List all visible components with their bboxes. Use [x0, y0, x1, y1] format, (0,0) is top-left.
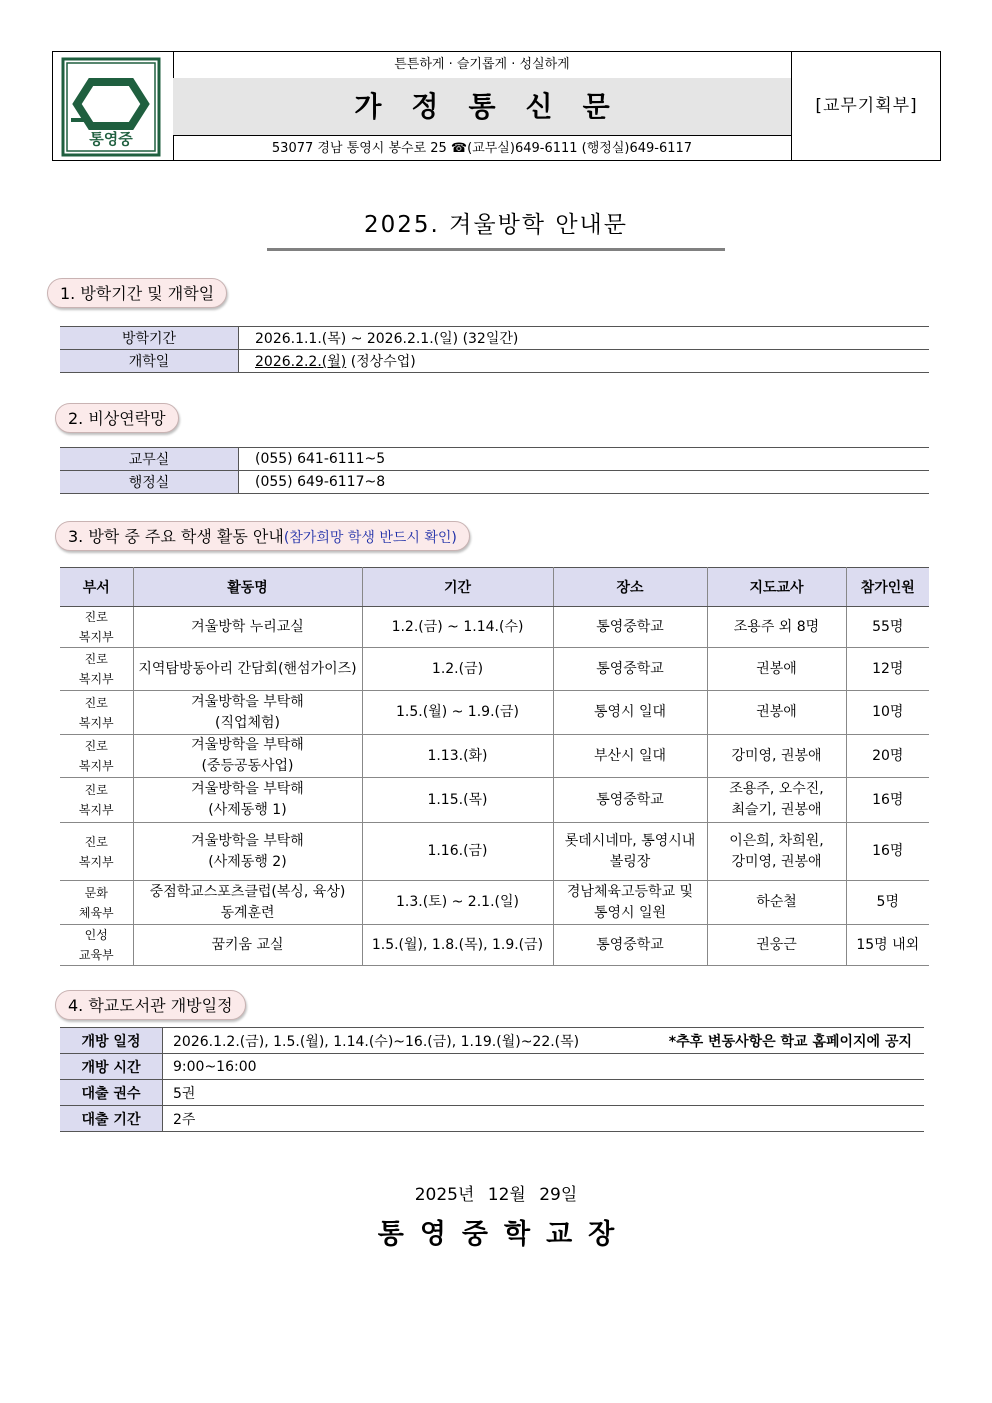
activity-period-cell: 1.5.(월) ~ 1.9.(금): [362, 691, 553, 735]
activity-period-cell: 1.2.(금) ~ 1.14.(수): [362, 607, 553, 648]
activity-dept-cell: [60, 607, 133, 648]
activity-row: [60, 778, 929, 823]
library-notice: *추후 변동사항은 학교 홈페이지에 공지: [668, 1033, 912, 1050]
cell-line: 인성: [84, 928, 108, 942]
table-row: [60, 1028, 924, 1054]
cell-line: 지역탐방동아리 간담회(핸섬가이즈): [138, 660, 357, 677]
row-value: 2026.1.1.(목) ~ 2026.2.1.(일) (32일간): [239, 327, 930, 350]
issue-date: 2025년 12월 29일: [414, 1185, 578, 1205]
activity-dept-cell: [60, 881, 133, 925]
cell-line: 진로: [84, 834, 108, 849]
activity-row: [60, 881, 929, 925]
school-start-date: 2026.2.2.(월): [255, 354, 347, 370]
cell-line: (사제동행 1): [208, 802, 287, 818]
row-value: 9:00~16:00: [163, 1054, 925, 1080]
activity-count-cell: 16명: [846, 778, 929, 823]
table-row: [60, 350, 929, 373]
row-label: 방학기간: [60, 327, 239, 350]
row-label: 대출 기간: [60, 1106, 163, 1132]
cell-line: 복지부: [78, 854, 114, 869]
cell-line: 겨울방학을 부탁해: [191, 781, 304, 797]
activity-row: [60, 691, 929, 735]
table-header-row: [60, 568, 929, 607]
table-row: [60, 1080, 924, 1106]
table-row: [60, 1054, 924, 1080]
cell-line: 체육부: [78, 905, 114, 920]
activity-row: [60, 607, 929, 648]
cell-line: (중등공동사업): [201, 758, 294, 774]
activity-row: [60, 925, 929, 966]
cell-line: 하순철: [756, 894, 797, 910]
cell-line: 복지부: [78, 715, 114, 730]
cell-line: 겨울방학을 부탁해: [191, 693, 304, 710]
cell-line: 교육부: [78, 948, 114, 962]
cell-line: 진로: [84, 739, 108, 753]
cell-line: 동계훈련: [220, 904, 275, 921]
activity-count-cell: 5명: [846, 881, 929, 925]
school-start-note: (정상수업): [346, 354, 416, 370]
table-row: [60, 327, 929, 350]
activity-row: [60, 823, 929, 881]
cell-line: 겨울방학을 부탁해: [191, 737, 304, 753]
row-label: 교무실: [60, 448, 239, 471]
cell-line: 진로: [84, 610, 108, 624]
activity-dept-cell: [60, 691, 133, 735]
cell-line: 권웅근: [756, 936, 797, 953]
activity-place-cell: [553, 607, 707, 648]
column-header: 기간: [362, 568, 553, 607]
vacation-period-table: [60, 326, 929, 373]
cell-line: 강미영, 권봉애: [731, 747, 822, 764]
activity-table: [60, 567, 929, 966]
cell-line: 복지부: [78, 803, 114, 817]
activity-dept-cell: [60, 648, 133, 691]
cell-line: 통영중학교: [596, 618, 664, 635]
cell-line: 통영시 일원: [593, 904, 667, 921]
activity-dept-cell: [60, 735, 133, 778]
activity-count-cell: 10명: [846, 691, 929, 735]
section-2-heading: 2. 비상연락망: [55, 403, 179, 433]
column-header: 부서: [60, 568, 133, 607]
cell-line: 부산시 일대: [593, 747, 667, 764]
row-value: (055) 641-6111~5: [239, 448, 930, 471]
department-label: [교무기획부]: [815, 96, 918, 116]
activity-period-cell: 1.3.(토) ~ 2.1.(일): [362, 881, 553, 925]
cell-line: 복지부: [78, 759, 114, 773]
activity-count-cell: 16명: [846, 823, 929, 881]
row-label: 대출 권수: [60, 1080, 163, 1106]
library-open-dates: 2026.1.2.(금), 1.5.(월), 1.14.(수)~16.(금), 1.19.(월)~22.(목): [173, 1033, 580, 1050]
school-logo: [53, 52, 173, 160]
row-label: 개방 시간: [60, 1054, 163, 1080]
activity-period-cell: 1.16.(금): [362, 823, 553, 881]
title-underline: [267, 248, 725, 251]
school-motto: 튼튼하게 · 슬기롭게 · 성실하게: [173, 52, 791, 79]
activity-teacher-cell: [707, 778, 846, 823]
activity-teacher-cell: [707, 823, 846, 881]
activity-name-cell: [133, 881, 362, 925]
activity-name-cell: [133, 691, 362, 735]
library-table: [60, 1027, 924, 1132]
cell-line: 이은희, 차희원,: [729, 832, 824, 849]
cell-line: 권봉애: [756, 660, 797, 677]
cell-line: 강미영, 권봉애: [731, 853, 822, 870]
section-3-heading: [55, 521, 470, 551]
cell-line: 경남체육고등학교 및: [566, 883, 694, 900]
logo-lettering: 통영중: [89, 130, 133, 148]
activity-place-cell: [553, 881, 707, 925]
row-value: 2주: [163, 1106, 925, 1132]
cell-line: 복지부: [78, 630, 114, 644]
row-value: 5권: [163, 1080, 925, 1106]
activity-count-cell: 20명: [846, 735, 929, 778]
cell-line: 권봉애: [756, 704, 797, 720]
row-value: (055) 649-6117~8: [239, 471, 930, 494]
activity-count-cell: 55명: [846, 607, 929, 648]
activity-row: [60, 735, 929, 778]
header-middle: [173, 52, 792, 160]
activity-teacher-cell: [707, 691, 846, 735]
table-row: [60, 448, 929, 471]
page-title: 2025. 겨울방학 안내문: [364, 212, 628, 238]
section-4-heading: 4. 학교도서관 개방일정: [55, 990, 246, 1020]
activity-place-cell: [553, 823, 707, 881]
column-header: 참가인원: [846, 568, 929, 607]
newsletter-title: 가정통신문: [173, 78, 791, 136]
column-header: 활동명: [133, 568, 362, 607]
activity-teacher-cell: [707, 925, 846, 966]
row-value: [163, 1028, 925, 1054]
row-label: 개학일: [60, 350, 239, 373]
activity-place-cell: [553, 735, 707, 778]
cell-line: 조용주, 오수진,: [729, 781, 824, 797]
cell-line: 통영시 일대: [593, 704, 667, 720]
row-value: [239, 350, 930, 373]
activity-place-cell: [553, 778, 707, 823]
activity-row: [60, 648, 929, 691]
activity-place-cell: [553, 691, 707, 735]
table-row: [60, 471, 929, 494]
activity-place-cell: [553, 925, 707, 966]
row-label: 개방 일정: [60, 1028, 163, 1054]
section-3-note: (참가희망 학생 반드시 확인): [283, 530, 457, 546]
activity-name-cell: [133, 648, 362, 691]
cell-line: 문화: [84, 885, 108, 900]
cell-line: 최슬기, 권봉애: [731, 802, 822, 818]
activity-teacher-cell: [707, 648, 846, 691]
cell-line: 꿈키움 교실: [211, 936, 284, 953]
activity-dept-cell: [60, 823, 133, 881]
cell-line: 진로: [84, 652, 108, 666]
activity-teacher-cell: [707, 881, 846, 925]
activity-period-cell: 1.13.(화): [362, 735, 553, 778]
cell-line: 진로: [84, 695, 108, 710]
activity-dept-cell: [60, 778, 133, 823]
cell-line: 진로: [84, 783, 108, 797]
principal-signature: 통영중학교장: [377, 1219, 631, 1250]
activity-place-cell: [553, 648, 707, 691]
activity-name-cell: [133, 778, 362, 823]
cell-line: (사제동행 2): [208, 853, 287, 870]
section-1-heading: 1. 방학기간 및 개학일: [47, 278, 227, 308]
cell-line: 통영중학교: [596, 936, 664, 953]
activity-name-cell: [133, 735, 362, 778]
activity-teacher-cell: [707, 607, 846, 648]
table-row: [60, 1106, 924, 1132]
activity-count-cell: 15명 내외: [846, 925, 929, 966]
cell-line: 겨울방학을 부탁해: [191, 832, 304, 849]
cell-line: (직업체험): [214, 714, 281, 731]
cell-line: 조용주 외 8명: [733, 618, 820, 635]
cell-line: 통영중학교: [596, 660, 664, 677]
cell-line: 볼링장: [609, 853, 651, 870]
row-label: 행정실: [60, 471, 239, 494]
section-3-title: 3. 방학 중 주요 학생 활동 안내: [68, 527, 284, 546]
emergency-contact-table: [60, 447, 929, 494]
activity-dept-cell: [60, 925, 133, 966]
activity-name-cell: [133, 607, 362, 648]
column-header: 지도교사: [707, 568, 846, 607]
activity-period-cell: 1.15.(목): [362, 778, 553, 823]
school-address: 53077 경남 통영시 봉수로 25 ☎(교무실)649-6111 (행정실)649-6117: [271, 141, 693, 156]
activity-name-cell: [133, 823, 362, 881]
activity-period-cell: 1.5.(월), 1.8.(목), 1.9.(금): [362, 925, 553, 966]
school-logo-cell: [53, 52, 174, 160]
activity-count-cell: 12명: [846, 648, 929, 691]
column-header: 장소: [553, 568, 707, 607]
activity-teacher-cell: [707, 735, 846, 778]
cell-line: 롯데시네마, 통영시내: [564, 832, 696, 849]
activity-name-cell: [133, 925, 362, 966]
newsletter-header: [52, 51, 941, 161]
cell-line: 중점학교스포츠클럽(복싱, 육상): [149, 883, 346, 900]
cell-line: 복지부: [78, 672, 114, 686]
cell-line: 통영중학교: [596, 791, 664, 808]
cell-line: 겨울방학 누리교실: [191, 618, 304, 635]
activity-period-cell: 1.2.(금): [362, 648, 553, 691]
